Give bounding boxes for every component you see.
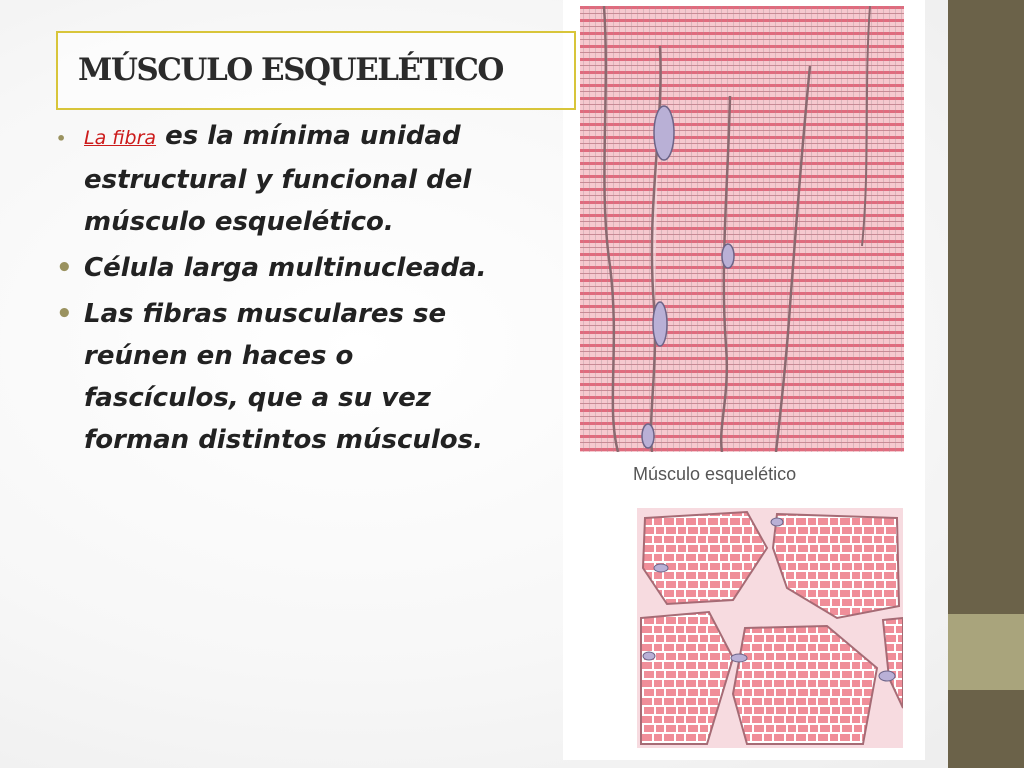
bullet-item	[54, 247, 514, 289]
nucleus-shape	[731, 654, 747, 662]
slide-title: MÚSCULO ESQUELÉTICO	[78, 52, 503, 88]
bullet-marker: •	[56, 253, 73, 283]
striated-fibers	[580, 6, 904, 452]
bullet-text: es la mínima unidad estructural y funcional del músculo esquelético.	[84, 121, 472, 237]
bullet-list	[54, 115, 514, 465]
figure-caption: Músculo esquelético	[633, 464, 797, 484]
side-accent	[948, 614, 1024, 690]
bullet-text: Célula larga multinucleada.	[84, 253, 487, 283]
nucleus-shape	[879, 671, 895, 681]
fibra-link[interactable]: La fibra	[84, 127, 157, 149]
bullet-item	[54, 293, 514, 461]
nucleus-shape	[643, 652, 655, 660]
cross-section-illustration	[637, 508, 903, 748]
nucleus-shape	[771, 518, 783, 526]
bullet-marker: •	[56, 129, 67, 148]
nucleus-shape	[654, 106, 674, 160]
bullet-marker: •	[56, 299, 73, 329]
nucleus-shape	[722, 244, 734, 268]
bullet-item	[54, 115, 514, 243]
bullet-text: Las fibras musculares se reúnen en haces o fascículos, que a su vez forman distintos músculos.	[84, 299, 483, 455]
longitudinal-muscle-illustration	[580, 6, 904, 452]
nucleus-shape	[654, 564, 668, 572]
nucleus-shape	[642, 424, 654, 448]
nucleus-shape	[653, 302, 667, 346]
